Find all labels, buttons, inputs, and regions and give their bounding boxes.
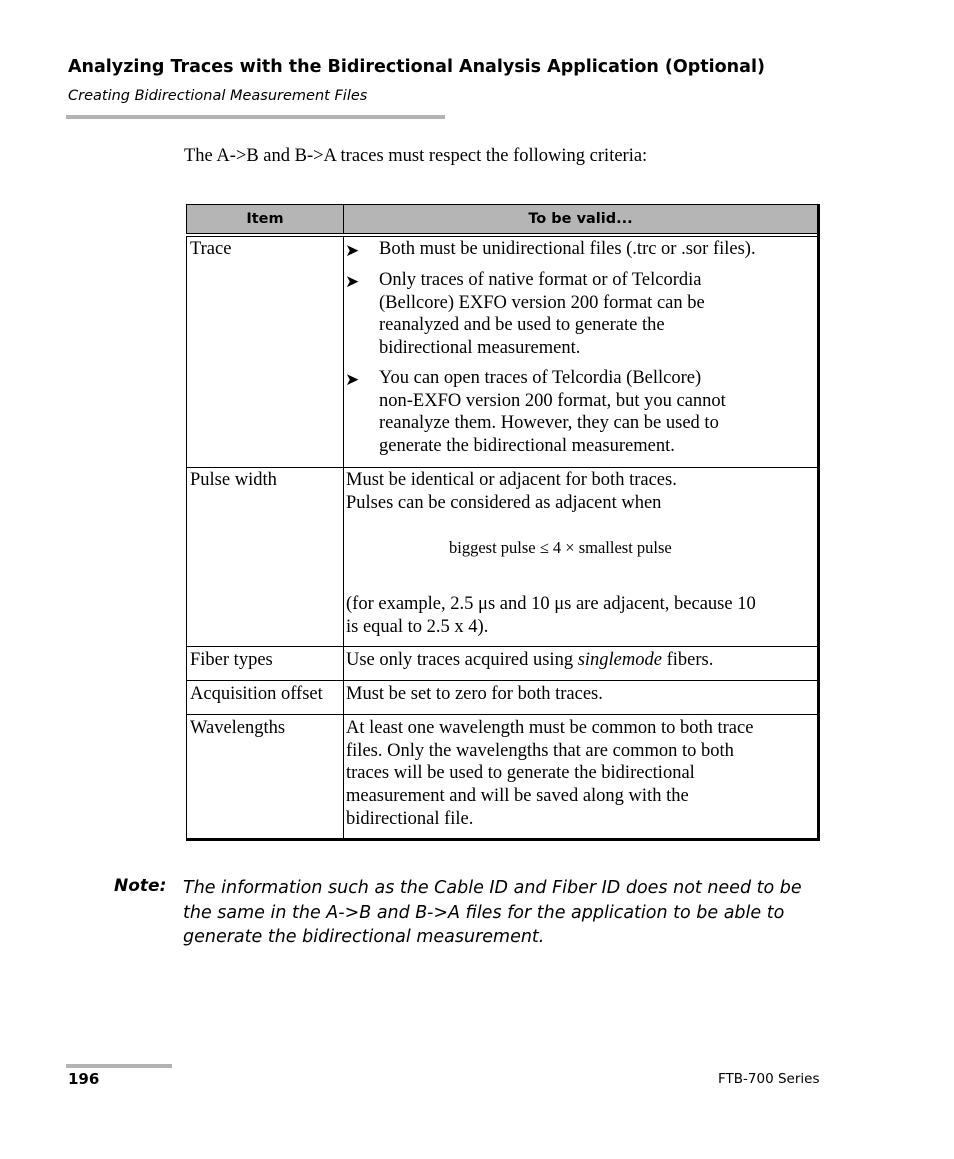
emphasis-singlemode: singlemode [577,650,662,670]
trace-bullet-3: You can open traces of Telcordia (Bellcore) non-EXFO version 200 format, but you cannot reanalyze them. However, they can be used to generate the bidirectional measurement. [379,368,726,457]
row-divider [186,236,818,237]
section-title: Analyzing Traces with the Bidirectional Analysis Application (Optional) [68,57,765,77]
header-rule [66,115,445,119]
pulse-formula: biggest pulse ≤ 4 × smallest pulse [449,538,672,557]
table-border-left [186,236,187,838]
fiber-types-text: Use only traces acquired using singlemode fibers. [346,650,714,670]
criteria-table [186,204,820,841]
row-divider [186,467,818,468]
column-header-valid: To be valid... [343,204,818,234]
arrow-bullet-icon: ➤ [345,241,360,260]
note-label: Note: [114,876,167,896]
trace-bullet-2: Only traces of native format or of Telcordia (Bellcore) EXFO version 200 format can be reanalyzed and be used to generate the bidirectional measurement. [379,270,705,359]
row-divider [186,714,818,715]
column-divider [343,236,344,838]
page-number: 196 [68,1070,100,1088]
intro-paragraph: The A->B and B->A traces must respect the following criteria: [184,146,648,166]
wavelengths-text: At least one wavelength must be common to both trace files. Only the wavelengths that are common to both traces will be used to generate the bidirectional measurement and will be saved along with the bidirectional file. [346,718,754,829]
row-pulse-width-item: Pulse width [190,470,277,490]
footer-rule [66,1064,172,1068]
trace-bullet-1: Both must be unidirectional files (.trc or .sor files). [379,239,756,259]
table-shadow-bottom [186,838,820,841]
row-divider [186,680,818,681]
arrow-bullet-icon: ➤ [345,370,360,389]
row-fiber-types-item: Fiber types [190,650,273,670]
row-acquisition-offset-item: Acquisition offset [190,684,323,704]
column-header-item: Item [186,204,344,234]
row-trace-item: Trace [190,239,232,259]
table-shadow-right [817,204,820,841]
pulse-width-description: Must be identical or adjacent for both traces. Pulses can be considered as adjacent when [346,470,677,513]
product-series: FTB-700 Series [718,1071,820,1087]
section-subtitle: Creating Bidirectional Measurement Files [68,88,368,104]
row-wavelengths-item: Wavelengths [190,718,286,738]
acquisition-offset-text: Must be set to zero for both traces. [346,684,603,704]
pulse-width-example: (for example, 2.5 μs and 10 μs are adjacent, because 10 is equal to 2.5 x 4). [346,594,756,637]
arrow-bullet-icon: ➤ [345,272,360,291]
note-text: The information such as the Cable ID and Fiber ID does not need to be the same in the A->B and B->A files for the application to be able to generate the bidirectional measurement. [183,878,802,947]
row-divider [186,646,818,647]
